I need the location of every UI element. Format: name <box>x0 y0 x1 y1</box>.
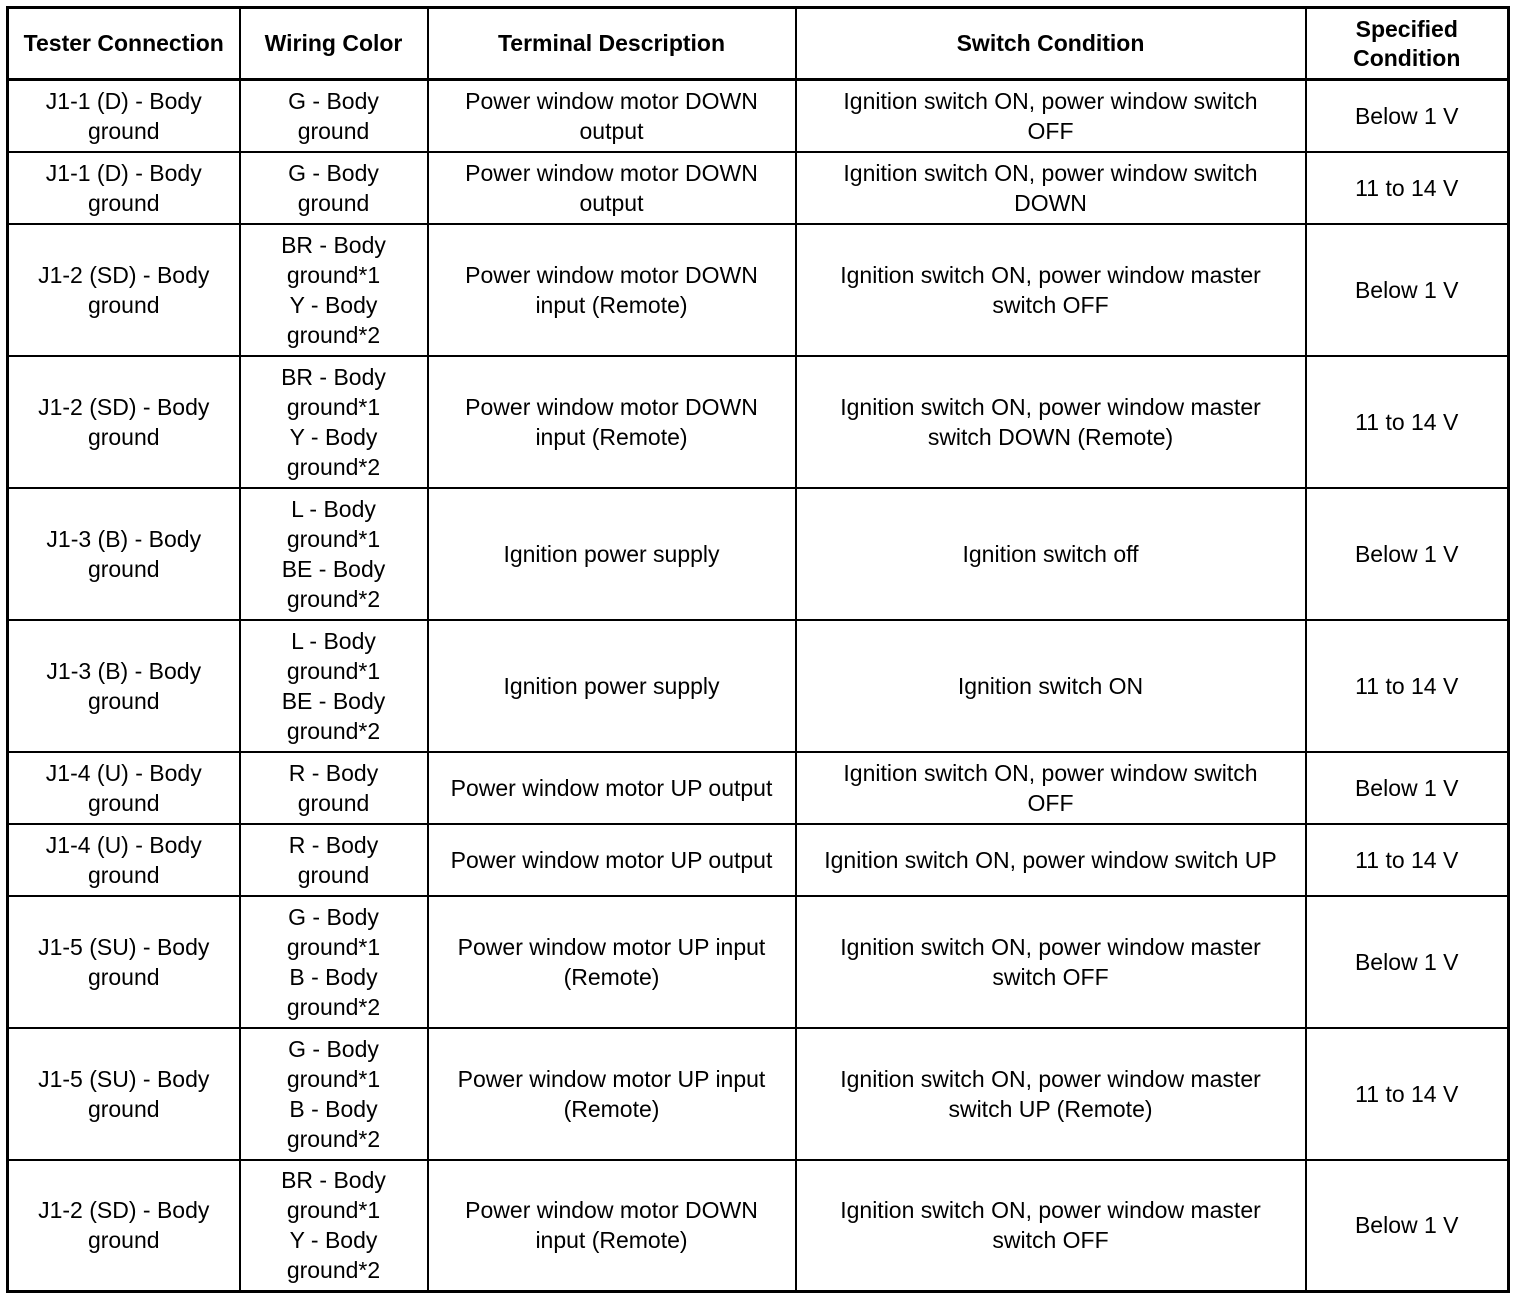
tester-connection-cell: J1-2 (SD) - Body ground <box>8 1160 240 1292</box>
specified-condition-cell: Below 1 V <box>1306 80 1509 152</box>
table-row <box>8 1028 1509 1160</box>
specified-condition-cell: 11 to 14 V <box>1306 824 1509 896</box>
tester-connection-cell: J1-1 (D) - Body ground <box>8 80 240 152</box>
switch-condition-cell: Ignition switch ON, power window switch UP <box>796 824 1306 896</box>
tester-connection-cell: J1-3 (B) - Body ground <box>8 620 240 752</box>
wiring-color-cell: R - Body ground <box>240 752 428 824</box>
tester-connection-cell: J1-4 (U) - Body ground <box>8 824 240 896</box>
tester-connection-cell: J1-1 (D) - Body ground <box>8 152 240 224</box>
wiring-color-cell: BR - Body ground*1 Y - Body ground*2 <box>240 1160 428 1292</box>
header-wiring-color: Wiring Color <box>240 8 428 80</box>
table-row <box>8 896 1509 1028</box>
terminal-description-cell: Power window motor UP input (Remote) <box>428 1028 796 1160</box>
wiring-color-cell: G - Body ground*1 B - Body ground*2 <box>240 1028 428 1160</box>
terminal-description-cell: Power window motor UP output <box>428 752 796 824</box>
terminal-description-cell: Power window motor UP output <box>428 824 796 896</box>
terminal-description-cell: Power window motor DOWN input (Remote) <box>428 1160 796 1292</box>
wiring-color-cell: G - Body ground*1 B - Body ground*2 <box>240 896 428 1028</box>
switch-condition-cell: Ignition switch ON <box>796 620 1306 752</box>
switch-condition-cell: Ignition switch ON, power window master switch OFF <box>796 1160 1306 1292</box>
specified-condition-cell: Below 1 V <box>1306 896 1509 1028</box>
header-switch-condition: Switch Condition <box>796 8 1306 80</box>
specified-condition-cell: 11 to 14 V <box>1306 152 1509 224</box>
specified-condition-cell: 11 to 14 V <box>1306 620 1509 752</box>
table-row <box>8 1160 1509 1292</box>
table-row <box>8 152 1509 224</box>
terminal-description-cell: Power window motor DOWN output <box>428 152 796 224</box>
switch-condition-cell: Ignition switch ON, power window master switch UP (Remote) <box>796 1028 1306 1160</box>
header-specified-condition: Specified Condition <box>1306 8 1509 80</box>
wiring-color-cell: BR - Body ground*1 Y - Body ground*2 <box>240 224 428 356</box>
tester-connection-cell: J1-5 (SU) - Body ground <box>8 1028 240 1160</box>
terminal-description-cell: Power window motor DOWN input (Remote) <box>428 224 796 356</box>
table-row <box>8 488 1509 620</box>
table-row <box>8 80 1509 152</box>
switch-condition-cell: Ignition switch ON, power window master switch OFF <box>796 896 1306 1028</box>
terminal-description-cell: Power window motor DOWN output <box>428 80 796 152</box>
specified-condition-cell: Below 1 V <box>1306 752 1509 824</box>
specified-condition-cell: Below 1 V <box>1306 1160 1509 1292</box>
header-terminal-description: Terminal Description <box>428 8 796 80</box>
specified-condition-cell: Below 1 V <box>1306 224 1509 356</box>
switch-condition-cell: Ignition switch ON, power window switch OFF <box>796 80 1306 152</box>
table-row <box>8 356 1509 488</box>
tester-connection-cell: J1-2 (SD) - Body ground <box>8 356 240 488</box>
wiring-color-cell: L - Body ground*1 BE - Body ground*2 <box>240 620 428 752</box>
specified-condition-cell: Below 1 V <box>1306 488 1509 620</box>
tester-connection-cell: J1-5 (SU) - Body ground <box>8 896 240 1028</box>
terminal-description-cell: Power window motor UP input (Remote) <box>428 896 796 1028</box>
tester-connection-cell: J1-4 (U) - Body ground <box>8 752 240 824</box>
terminal-description-cell: Ignition power supply <box>428 488 796 620</box>
header-tester-connection: Tester Connection <box>8 8 240 80</box>
table-row <box>8 824 1509 896</box>
table-row <box>8 752 1509 824</box>
switch-condition-cell: Ignition switch ON, power window master switch OFF <box>796 224 1306 356</box>
wiring-color-cell: BR - Body ground*1 Y - Body ground*2 <box>240 356 428 488</box>
terminal-description-cell: Ignition power supply <box>428 620 796 752</box>
switch-condition-cell: Ignition switch ON, power window switch OFF <box>796 752 1306 824</box>
specified-condition-cell: 11 to 14 V <box>1306 1028 1509 1160</box>
wiring-color-cell: G - Body ground <box>240 152 428 224</box>
terminal-voltage-table <box>6 6 1510 1293</box>
tester-connection-cell: J1-2 (SD) - Body ground <box>8 224 240 356</box>
wiring-color-cell: G - Body ground <box>240 80 428 152</box>
terminal-description-cell: Power window motor DOWN input (Remote) <box>428 356 796 488</box>
switch-condition-cell: Ignition switch ON, power window switch DOWN <box>796 152 1306 224</box>
specified-condition-cell: 11 to 14 V <box>1306 356 1509 488</box>
table-row <box>8 620 1509 752</box>
wiring-color-cell: R - Body ground <box>240 824 428 896</box>
tester-connection-cell: J1-3 (B) - Body ground <box>8 488 240 620</box>
header-row <box>8 8 1509 80</box>
switch-condition-cell: Ignition switch off <box>796 488 1306 620</box>
switch-condition-cell: Ignition switch ON, power window master switch DOWN (Remote) <box>796 356 1306 488</box>
table-row <box>8 224 1509 356</box>
wiring-color-cell: L - Body ground*1 BE - Body ground*2 <box>240 488 428 620</box>
